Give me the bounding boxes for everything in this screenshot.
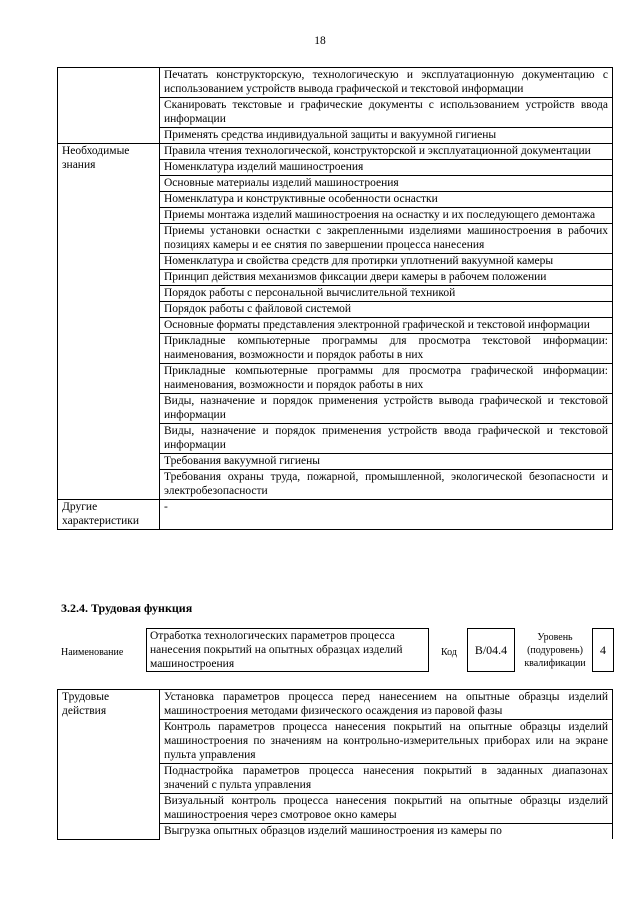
table-cell: Требования вакуумной гигиены	[160, 454, 613, 470]
table-cell: Печатать конструкторскую, технологическую и эксплуатационную документацию с использованием устройств вывода графической и текстовой информации	[160, 68, 613, 98]
table-cell: Основные форматы представления электронной графической и текстовой информации	[160, 318, 613, 334]
table-cell: Визуальный контроль процесса нанесения покрытий на опытные образцы изделий машиностроения через смотровое окно камеры	[160, 794, 613, 824]
table-row	[58, 68, 613, 98]
section-title: 3.2.4. Трудовая функция	[61, 601, 193, 615]
page-number: 18	[314, 35, 326, 47]
table-cell: Приемы монтажа изделий машиностроения на оснастку и их последующего демонтажа	[160, 208, 613, 224]
labor-actions-table	[57, 689, 613, 840]
table-cell: Виды, назначение и порядок применения устройств ввода графической и текстовой информации	[160, 424, 613, 454]
table-cell: Виды, назначение и порядок применения устройств вывода графической и текстовой информации	[160, 394, 613, 424]
table-row	[58, 500, 613, 530]
table-cell: -	[160, 500, 613, 530]
row-label: Трудовые действия	[58, 690, 160, 840]
table-cell: Выгрузка опытных образцов изделий машиностроения из камеры по	[160, 824, 613, 840]
table-cell: Применять средства индивидуальной защиты и вакуумной гигиены	[160, 128, 613, 144]
table-cell: Основные материалы изделий машиностроения	[160, 176, 613, 192]
code-value: В/04.4	[467, 628, 515, 672]
table-cell: Правила чтения технологической, конструкторской и эксплуатационной документации	[160, 144, 613, 160]
table-cell: Прикладные компьютерные программы для просмотра графической информации: наименования, возможности и порядок работы в них	[160, 364, 613, 394]
table-cell: Номенклатура и конструктивные особенности оснастки	[160, 192, 613, 208]
row-label: Другие характеристики	[58, 500, 160, 530]
name-label: Наименование	[61, 647, 124, 658]
requirements-table	[57, 67, 613, 530]
table-cell: Контроль параметров процесса нанесения покрытий на опытные образцы изделий машиностроения по значениям на контрольно-измерительных приборах или на экране пульта управления	[160, 720, 613, 764]
table-cell: Принцип действия механизмов фиксации двери камеры в рабочем положении	[160, 270, 613, 286]
table-cell: Прикладные компьютерные программы для просмотра текстовой информации: наименования, возможности и порядок работы в них	[160, 334, 613, 364]
table-cell: Приемы установки оснастки с закрепленными изделиями машиностроения в рабочих позициях камеры и ее снятия по завершении процесса нанесения	[160, 224, 613, 254]
row-label: Необходимые знания	[58, 144, 160, 500]
table-cell: Сканировать текстовые и графические документы с использованием устройств ввода информации	[160, 98, 613, 128]
table-row	[58, 690, 613, 720]
table-cell: Порядок работы с персональной вычислительной техникой	[160, 286, 613, 302]
table-cell: Порядок работы с файловой системой	[160, 302, 613, 318]
level-value: 4	[592, 628, 614, 672]
table-cell: Требования охраны труда, пожарной, промышленной, экологической безопасности и электробезопасности	[160, 470, 613, 500]
table-cell: Номенклатура изделий машиностроения	[160, 160, 613, 176]
table-cell: Установка параметров процесса перед нанесением на опытные образцы изделий машиностроения методами физического осаждения из паровой фазы	[160, 690, 613, 720]
row-label	[58, 68, 160, 144]
table-row	[58, 144, 613, 160]
level-label: Уровень (подуровень) квалификации	[524, 632, 586, 669]
function-name: Отработка технологических параметров процесса нанесения покрытий на опытных образцах изделий машиностроения	[146, 628, 429, 672]
table-cell: Номенклатура и свойства средств для протирки уплотнений вакуумной камеры	[160, 254, 613, 270]
table-cell: Поднастройка параметров процесса нанесения покрытий в заданных диапазонах значений с пульта управления	[160, 764, 613, 794]
code-label: Код	[441, 647, 457, 658]
